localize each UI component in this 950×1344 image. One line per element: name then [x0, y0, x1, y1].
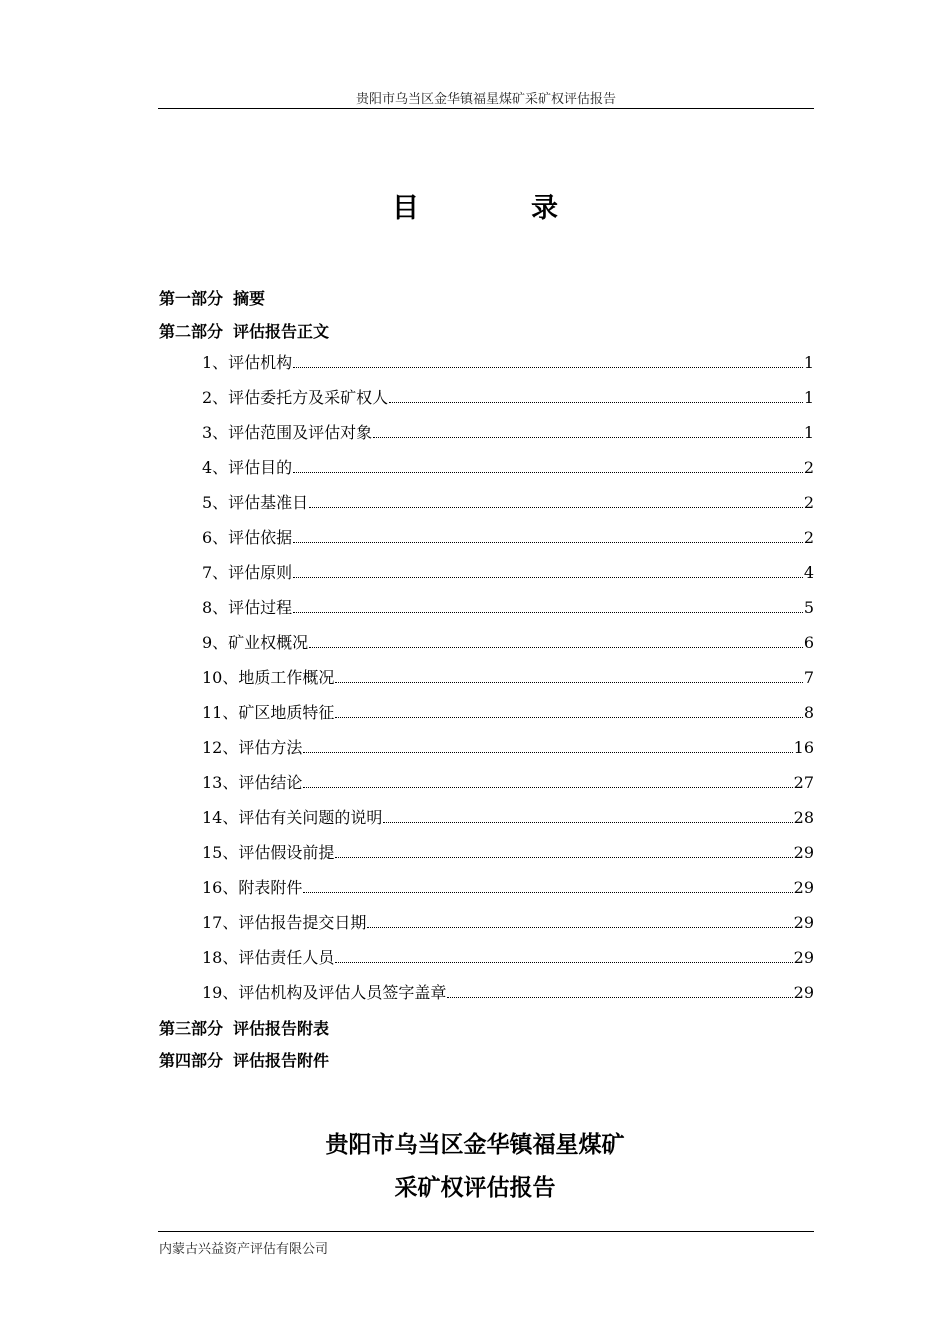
toc-entry-page: 29	[793, 878, 814, 897]
toc-entry-label: 15、评估假设前提	[202, 843, 335, 862]
toc-entry-page: 4	[803, 563, 814, 582]
toc-entry-page: 2	[803, 528, 814, 547]
report-title-line1: 贵阳市乌当区金华镇福星煤矿	[325, 1132, 625, 1158]
toc-title-left: 目	[392, 193, 419, 224]
toc-entry-page: 1	[803, 353, 814, 372]
page-footer: 内蒙古兴益资产评估有限公司	[159, 1242, 329, 1257]
part-title: 评估报告附表	[233, 1019, 330, 1038]
toc-entry-page: 16	[793, 738, 814, 757]
page-header: 贵阳市乌当区金华镇福星煤矿采矿权评估报告	[355, 92, 616, 107]
part-title: 摘要	[233, 289, 266, 308]
toc-entry-label: 2、评估委托方及采矿权人	[202, 388, 389, 407]
header-rule	[158, 108, 814, 109]
leader-dots	[383, 822, 792, 823]
toc-entry-page: 2	[803, 458, 814, 477]
part-number: 第二部分	[159, 322, 224, 341]
toc-entry-page: 29	[793, 983, 814, 1002]
toc-entry[interactable]	[202, 983, 814, 1003]
toc-entry[interactable]	[202, 878, 814, 898]
toc-entry-label: 13、评估结论	[202, 773, 303, 792]
toc-entry-page: 1	[803, 388, 814, 407]
toc-entry-label: 6、评估依据	[202, 528, 293, 547]
toc-entry-label: 5、评估基准日	[202, 493, 309, 512]
toc-entry-label: 10、地质工作概况	[202, 668, 335, 687]
toc-part-4[interactable]	[159, 1048, 329, 1071]
toc-entry-page: 28	[793, 808, 814, 827]
toc-title-right: 录	[531, 193, 558, 224]
toc-entry[interactable]	[202, 598, 814, 618]
toc-entry-label: 7、评估原则	[202, 563, 293, 582]
leader-dots	[303, 752, 792, 753]
toc-entry[interactable]	[202, 738, 814, 758]
toc-entry[interactable]	[202, 423, 814, 443]
toc-entry[interactable]	[202, 773, 814, 793]
part-number: 第三部分	[159, 1019, 224, 1038]
leader-dots	[309, 507, 803, 508]
toc-entry-page: 1	[803, 423, 814, 442]
toc-entry-page: 29	[793, 948, 814, 967]
toc-entry-label: 3、评估范围及评估对象	[202, 423, 373, 442]
toc-entry[interactable]	[202, 388, 814, 408]
leader-dots	[335, 682, 802, 683]
leader-dots	[293, 577, 803, 578]
toc-part-1[interactable]	[159, 286, 265, 309]
footer-rule	[158, 1231, 814, 1232]
toc-entry-label: 12、评估方法	[202, 738, 303, 757]
toc-entry-label: 11、矿区地质特征	[202, 703, 335, 722]
toc-entry[interactable]	[202, 458, 814, 478]
toc-entry-page: 6	[803, 633, 814, 652]
toc-entry-page: 8	[803, 703, 814, 722]
toc-entry-label: 8、评估过程	[202, 598, 293, 617]
toc-entry[interactable]	[202, 563, 814, 583]
leader-dots	[293, 472, 803, 473]
report-title-line2: 采矿权评估报告	[394, 1175, 556, 1201]
leader-dots	[335, 717, 802, 718]
toc-part-2[interactable]	[159, 319, 329, 342]
toc-entry[interactable]	[202, 353, 814, 373]
part-title: 评估报告正文	[233, 322, 330, 341]
leader-dots	[293, 542, 803, 543]
toc-entry-page: 29	[793, 843, 814, 862]
toc-entry-page: 2	[803, 493, 814, 512]
part-title: 评估报告附件	[233, 1051, 330, 1070]
leader-dots	[367, 927, 792, 928]
leader-dots	[303, 787, 792, 788]
leader-dots	[447, 997, 792, 998]
toc-entry[interactable]	[202, 633, 814, 653]
toc-entry-label: 4、评估目的	[202, 458, 293, 477]
leader-dots	[303, 892, 792, 893]
toc-entry-label: 14、评估有关问题的说明	[202, 808, 383, 827]
part-number: 第一部分	[159, 289, 224, 308]
toc-entry[interactable]	[202, 843, 814, 863]
toc-entry-label: 9、矿业权概况	[202, 633, 309, 652]
toc-title	[0, 186, 950, 225]
leader-dots	[335, 962, 792, 963]
toc-entry[interactable]	[202, 808, 814, 828]
toc-entry-page: 7	[803, 668, 814, 687]
part-number: 第四部分	[159, 1051, 224, 1070]
toc-entry[interactable]	[202, 913, 814, 933]
leader-dots	[389, 402, 803, 403]
leader-dots	[293, 612, 803, 613]
toc-entry-page: 29	[793, 913, 814, 932]
leader-dots	[335, 857, 792, 858]
leader-dots	[293, 367, 803, 368]
toc-entry-label: 17、评估报告提交日期	[202, 913, 367, 932]
toc-entry-page: 5	[803, 598, 814, 617]
leader-dots	[309, 647, 803, 648]
toc-entry[interactable]	[202, 703, 814, 723]
leader-dots	[373, 437, 803, 438]
toc-entry[interactable]	[202, 668, 814, 688]
toc-entry[interactable]	[202, 528, 814, 548]
toc-part-3[interactable]	[159, 1016, 329, 1039]
toc-entry-label: 19、评估机构及评估人员签字盖章	[202, 983, 447, 1002]
toc-entry[interactable]	[202, 948, 814, 968]
toc-entry[interactable]	[202, 493, 814, 513]
toc-entry-label: 18、评估责任人员	[202, 948, 335, 967]
toc-entry-page: 27	[793, 773, 814, 792]
toc-entry-label: 1、评估机构	[202, 353, 293, 372]
toc-entry-label: 16、附表附件	[202, 878, 303, 897]
